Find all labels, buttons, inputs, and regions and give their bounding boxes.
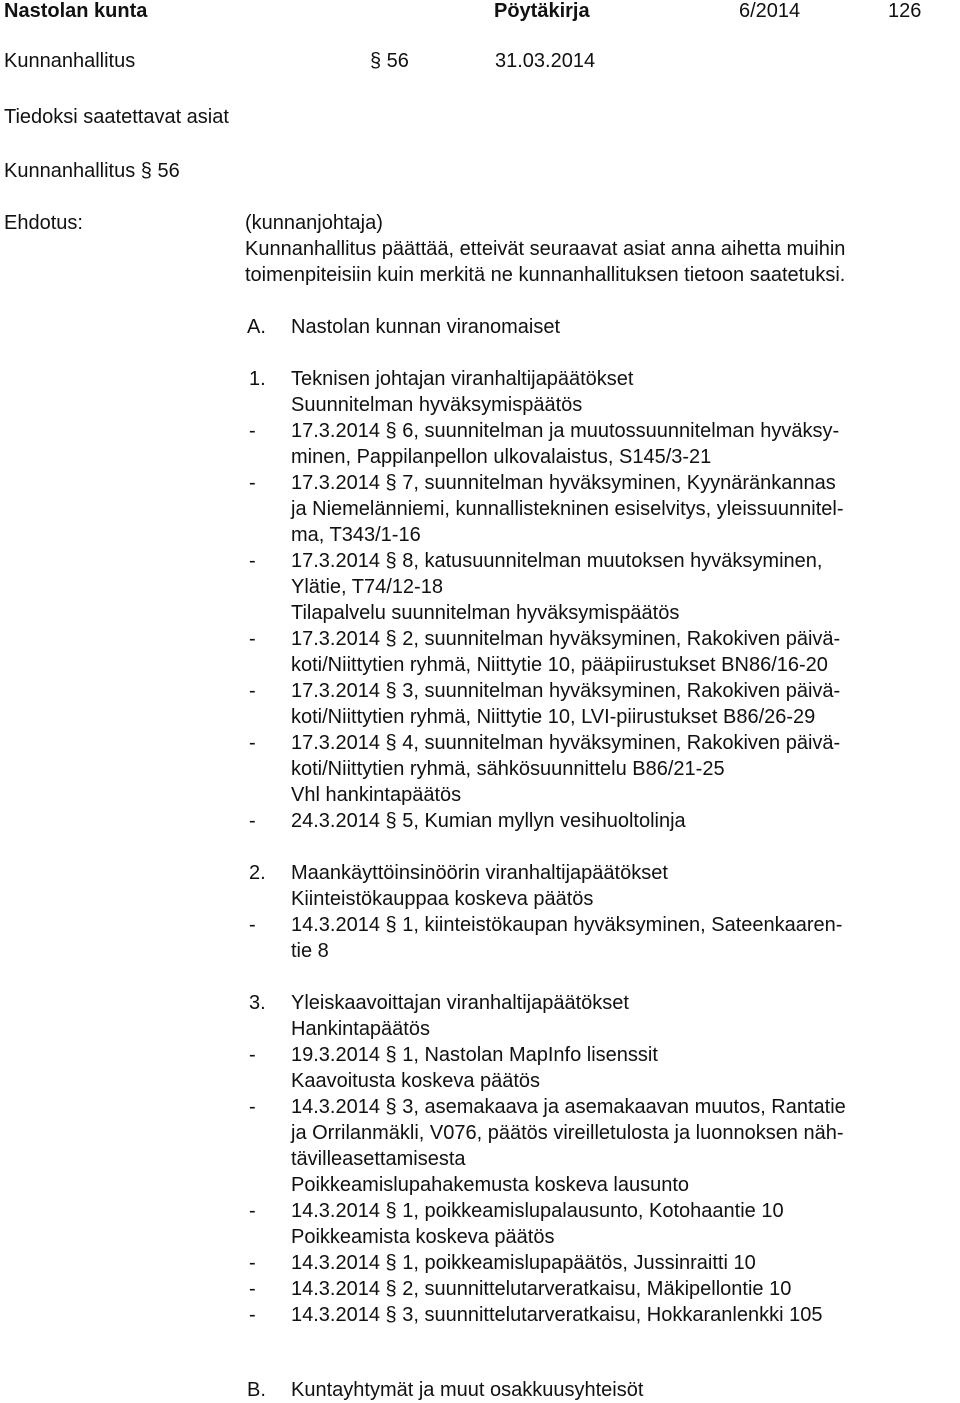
proposal-line: Kunnanhallitus päättää, etteivät seuraavat asiat anna aihetta muihin (245, 238, 846, 260)
list-item-text: 17.3.2014 § 4, suunnitelman hyväksyminen, Rakokiven päivä- (291, 732, 841, 754)
list-item (0, 1276, 960, 1302)
page-number: 126 (888, 0, 922, 22)
list-item (0, 912, 960, 938)
list-item-text: Maankäyttöinsinöörin viranhaltijapäätökset (291, 862, 668, 884)
page-title: Tiedoksi saatettavat asiat (4, 106, 229, 128)
list-item-text: Hankintapäätös (291, 1018, 430, 1040)
list-dash: - (249, 472, 256, 494)
section-number: § 56 (370, 50, 409, 72)
list-item (0, 1094, 960, 1120)
meeting-date: 31.03.2014 (495, 50, 596, 72)
list-dash: - (249, 1096, 256, 1118)
list-item (0, 1146, 960, 1172)
list-item-text: ma, T343/1-16 (291, 524, 421, 546)
list-item-text: tie 8 (291, 940, 329, 962)
list-item (0, 600, 960, 626)
list-item-text: ja Orrilanmäkli, V076, päätös vireilletulosta ja luonnoksen näh- (291, 1122, 844, 1144)
list-number: 3. (249, 992, 266, 1014)
municipality-name: Nastolan kunta (4, 0, 148, 22)
issue-number: 6/2014 (739, 0, 801, 22)
list-item (0, 678, 960, 704)
list-item-text: tävilleasettamisesta (291, 1148, 466, 1170)
list-number: 1. (249, 368, 266, 390)
list-item (0, 1068, 960, 1094)
list-item-text: 17.3.2014 § 8, katusuunnitelman muutoksen hyväksyminen, (291, 550, 823, 572)
list-dash: - (249, 1200, 256, 1222)
list-item-text: Poikkeamislupahakemusta koskeva lausunto (291, 1174, 689, 1196)
list-dash: - (249, 420, 256, 442)
list-item (0, 626, 960, 652)
list-dash: - (249, 628, 256, 650)
list-item-text: 14.3.2014 § 2, suunnittelutarveratkaisu, Mäkipellontie 10 (291, 1278, 792, 1300)
list-item (0, 652, 960, 678)
list-item-text: koti/Niittytien ryhmä, Niittytie 10, pääpiirustukset BN86/16-20 (291, 654, 828, 676)
list-item-text: Yleiskaavoittajan viranhaltijapäätökset (291, 992, 629, 1014)
list-item (0, 392, 960, 418)
list-dash: - (249, 1252, 256, 1274)
list-item-text: Kiinteistökauppaa koskeva päätös (291, 888, 594, 910)
list-item-text: Ylätie, T74/12-18 (291, 576, 443, 598)
proposal-text (245, 210, 935, 288)
list-item (0, 1224, 960, 1250)
list-item (0, 1042, 960, 1068)
list-item-text: minen, Pappilanpellon ulkovalaistus, S145/3-21 (291, 446, 712, 468)
list-dash: - (249, 1278, 256, 1300)
list-dash: - (249, 1304, 256, 1326)
list-item (0, 1250, 960, 1276)
list-item-text: 14.3.2014 § 1, poikkeamislupapäätös, Jussinraitti 10 (291, 1252, 756, 1274)
meeting-body: Kunnanhallitus (4, 50, 136, 72)
list-item (0, 522, 960, 548)
list-item-text: Tilapalvelu suunnitelman hyväksymispäätös (291, 602, 680, 624)
list-dash: - (249, 1044, 256, 1066)
list-item-text: ja Niemelänniemi, kunnallistekninen esiselvitys, yleissuunnitel- (291, 498, 844, 520)
section-a-letter: A. (247, 316, 266, 338)
section-b-letter: B. (247, 1379, 266, 1401)
list-item-text: 14.3.2014 § 3, asemakaava ja asemakaavan muutos, Rantatie (291, 1096, 846, 1118)
list-dash: - (249, 550, 256, 572)
list-item-text: koti/Niittytien ryhmä, sähkösuunnittelu B86/21-25 (291, 758, 725, 780)
section-a-title: Nastolan kunnan viranomaiset (291, 316, 561, 338)
proposal-line: (kunnanjohtaja) (245, 212, 383, 234)
list-item (0, 704, 960, 730)
list-item (0, 730, 960, 756)
list-dash: - (249, 810, 256, 832)
list-item (0, 990, 960, 1016)
list-item (0, 938, 960, 964)
list-item (0, 366, 960, 392)
list-item-text: 24.3.2014 § 5, Kumian myllyn vesihuoltolinja (291, 810, 686, 832)
list-item (0, 1198, 960, 1224)
list-item-text: Suunnitelman hyväksymispäätös (291, 394, 583, 416)
list-item (0, 1172, 960, 1198)
list-item-text: 17.3.2014 § 7, suunnitelman hyväksyminen, Kyynäränkannas (291, 472, 836, 494)
proposal-line: toimenpiteisiin kuin merkitä ne kunnanhallituksen tietoon saatetuksi. (245, 264, 846, 286)
list-item-text: Kaavoitusta koskeva päätös (291, 1070, 541, 1092)
list-item-text: 14.3.2014 § 3, suunnittelutarveratkaisu, Hokkaranlenkki 105 (291, 1304, 823, 1326)
section-b-title: Kuntayhtymät ja muut osakkuusyhteisöt (291, 1379, 644, 1401)
list-item (0, 886, 960, 912)
list-item (0, 1016, 960, 1042)
list-item-text: 17.3.2014 § 3, suunnitelman hyväksyminen, Rakokiven päivä- (291, 680, 841, 702)
list-item (0, 418, 960, 444)
list-dash: - (249, 732, 256, 754)
proposal-label: Ehdotus: (4, 212, 83, 234)
list-item (0, 444, 960, 470)
list-item (0, 1120, 960, 1146)
list-item-text: 19.3.2014 § 1, Nastolan MapInfo lisenssit (291, 1044, 658, 1066)
list-item (0, 860, 960, 886)
list-item (0, 496, 960, 522)
list-item (0, 756, 960, 782)
list-item-text: 14.3.2014 § 1, poikkeamislupalausunto, Kotohaantie 10 (291, 1200, 784, 1222)
list-dash: - (249, 914, 256, 936)
list-item-text: 17.3.2014 § 6, suunnitelman ja muutossuunnitelman hyväksy- (291, 420, 840, 442)
list-item (0, 782, 960, 808)
list-dash: - (249, 680, 256, 702)
list-item-text: 14.3.2014 § 1, kiinteistökaupan hyväksyminen, Sateenkaaren- (291, 914, 843, 936)
list-item-text: koti/Niittytien ryhmä, Niittytie 10, LVI-piirustukset B86/26-29 (291, 706, 816, 728)
list-item (0, 808, 960, 834)
list-item-text: 17.3.2014 § 2, suunnitelman hyväksyminen, Rakokiven päivä- (291, 628, 841, 650)
list-item-text: Teknisen johtajan viranhaltijapäätökset (291, 368, 634, 390)
list-number: 2. (249, 862, 266, 884)
list-item (0, 574, 960, 600)
list-item (0, 470, 960, 496)
list-item (0, 548, 960, 574)
document-type: Pöytäkirja (494, 0, 590, 22)
list-item-text: Vhl hankintapäätös (291, 784, 462, 806)
body-section-label: Kunnanhallitus § 56 (4, 160, 180, 182)
list-item (0, 1302, 960, 1328)
list-item-text: Poikkeamista koskeva päätös (291, 1226, 555, 1248)
